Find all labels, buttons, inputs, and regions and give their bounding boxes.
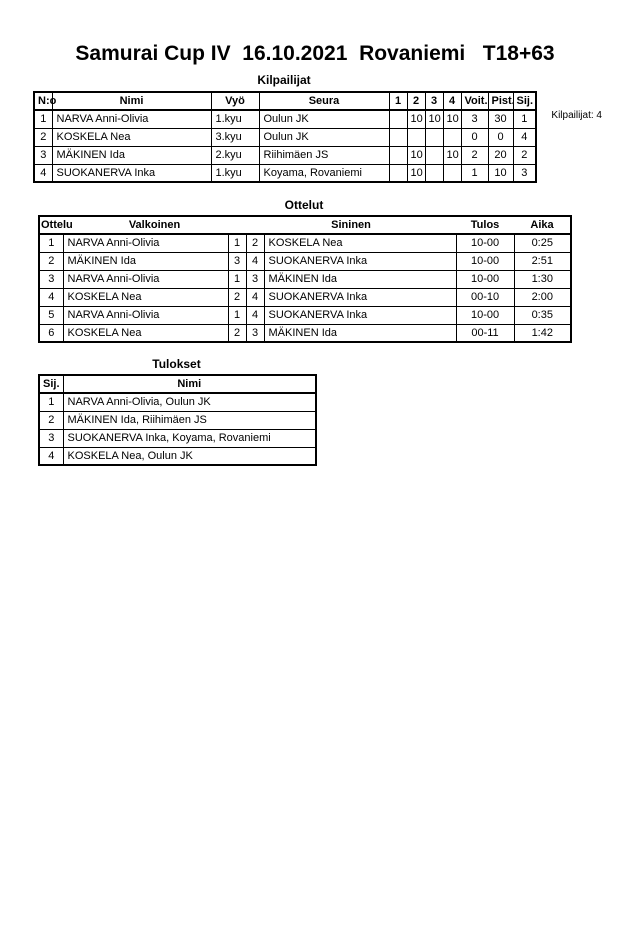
header-name: Nimi	[63, 375, 316, 393]
page-title: Samurai Cup IV 16.10.2021 Rovaniemi T18+63	[75, 42, 555, 65]
cell-name: MÄKINEN Ida, Riihimäen JS	[63, 411, 316, 429]
table-row	[39, 288, 571, 306]
cell-club: Oulun JK	[259, 128, 389, 146]
cell-score-2: 10	[407, 146, 425, 164]
cell-white-name: KOSKELA Nea	[63, 288, 228, 306]
cell-wins: 1	[461, 164, 488, 182]
cell-score-3: 10	[425, 110, 443, 128]
cell-belt: 1.kyu	[211, 110, 259, 128]
header-round-3: 3	[425, 92, 443, 110]
table-row	[39, 270, 571, 288]
cell-name: MÄKINEN Ida	[52, 146, 211, 164]
cell-wins: 3	[461, 110, 488, 128]
cell-time: 1:30	[514, 270, 571, 288]
cell-blue-no: 3	[246, 324, 264, 342]
cell-score-1	[389, 164, 407, 182]
cell-white-no: 1	[228, 234, 246, 252]
cell-white-name: KOSKELA Nea	[63, 324, 228, 342]
matches-table	[38, 215, 572, 343]
cell-match-no: 1	[39, 234, 63, 252]
cell-points: 20	[488, 146, 513, 164]
cell-no: 3	[34, 146, 52, 164]
table-row	[39, 306, 571, 324]
competitors-table	[33, 91, 537, 183]
table-row	[39, 324, 571, 342]
cell-blue-name: KOSKELA Nea	[264, 234, 456, 252]
cell-place: 3	[39, 429, 63, 447]
cell-no: 1	[34, 110, 52, 128]
header-blue: Sininen	[246, 216, 456, 234]
cell-blue-no: 3	[246, 270, 264, 288]
cell-score-1	[389, 146, 407, 164]
cell-score-3	[425, 146, 443, 164]
cell-points: 10	[488, 164, 513, 182]
cell-white-name: NARVA Anni-Olivia	[63, 234, 228, 252]
cell-score-4	[443, 164, 461, 182]
cell-points: 30	[488, 110, 513, 128]
table-row	[39, 411, 316, 429]
cell-blue-name: MÄKINEN Ida	[264, 324, 456, 342]
table-row	[34, 164, 536, 182]
results-section-title: Tulokset	[152, 357, 201, 371]
cell-time: 0:25	[514, 234, 571, 252]
cell-place: 2	[39, 411, 63, 429]
cell-place: 1	[39, 393, 63, 411]
competitors-count-label: Kilpailijat: 4	[551, 110, 602, 121]
cell-name: SUOKANERVA Inka	[52, 164, 211, 182]
cell-white-no: 1	[228, 270, 246, 288]
competitors-section-title: Kilpailijat	[257, 73, 311, 87]
header-club: Seura	[259, 92, 389, 110]
cell-score-1	[389, 110, 407, 128]
cell-result: 10-00	[456, 306, 514, 324]
cell-score-3	[425, 164, 443, 182]
cell-match-no: 6	[39, 324, 63, 342]
cell-result: 10-00	[456, 270, 514, 288]
cell-white-no: 2	[228, 288, 246, 306]
cell-result: 10-00	[456, 252, 514, 270]
matches-header-row	[39, 216, 571, 234]
cell-time: 2:00	[514, 288, 571, 306]
cell-place: 1	[513, 110, 536, 128]
cell-white-name: NARVA Anni-Olivia	[63, 306, 228, 324]
cell-blue-name: SUOKANERVA Inka	[264, 252, 456, 270]
cell-white-no: 3	[228, 252, 246, 270]
table-row	[39, 252, 571, 270]
cell-score-4: 10	[443, 110, 461, 128]
cell-belt: 3.kyu	[211, 128, 259, 146]
table-row	[34, 128, 536, 146]
cell-place: 2	[513, 146, 536, 164]
table-row	[39, 234, 571, 252]
cell-belt: 1.kyu	[211, 164, 259, 182]
table-row	[39, 447, 316, 465]
table-row	[34, 146, 536, 164]
cell-blue-name: SUOKANERVA Inka	[264, 306, 456, 324]
header-time: Aika	[514, 216, 571, 234]
header-match: Ottelu	[39, 216, 63, 234]
cell-name: SUOKANERVA Inka, Koyama, Rovaniemi	[63, 429, 316, 447]
header-points: Pist.	[488, 92, 513, 110]
cell-blue-name: MÄKINEN Ida	[264, 270, 456, 288]
cell-belt: 2.kyu	[211, 146, 259, 164]
cell-time: 0:35	[514, 306, 571, 324]
cell-club: Riihimäen JS	[259, 146, 389, 164]
cell-white-name: MÄKINEN Ida	[63, 252, 228, 270]
header-name: Nimi	[52, 92, 211, 110]
cell-name: KOSKELA Nea	[52, 128, 211, 146]
cell-club: Koyama, Rovaniemi	[259, 164, 389, 182]
results-table	[38, 374, 317, 466]
table-row	[34, 110, 536, 128]
cell-score-3	[425, 128, 443, 146]
cell-match-no: 5	[39, 306, 63, 324]
header-white: Valkoinen	[63, 216, 246, 234]
cell-white-no: 2	[228, 324, 246, 342]
header-round-4: 4	[443, 92, 461, 110]
cell-place: 4	[39, 447, 63, 465]
cell-score-2: 10	[407, 110, 425, 128]
header-place: Sij.	[39, 375, 63, 393]
header-place: Sij.	[513, 92, 536, 110]
cell-score-4	[443, 128, 461, 146]
cell-name: KOSKELA Nea, Oulun JK	[63, 447, 316, 465]
cell-result: 10-00	[456, 234, 514, 252]
cell-no: 2	[34, 128, 52, 146]
header-no: N:o	[34, 92, 52, 110]
cell-result: 00-11	[456, 324, 514, 342]
header-round-1: 1	[389, 92, 407, 110]
cell-white-name: NARVA Anni-Olivia	[63, 270, 228, 288]
cell-place: 4	[513, 128, 536, 146]
cell-match-no: 4	[39, 288, 63, 306]
table-row	[39, 393, 316, 411]
cell-white-no: 1	[228, 306, 246, 324]
cell-wins: 0	[461, 128, 488, 146]
cell-no: 4	[34, 164, 52, 182]
matches-section-title: Ottelut	[284, 198, 324, 212]
cell-score-2	[407, 128, 425, 146]
cell-blue-no: 4	[246, 306, 264, 324]
cell-name: NARVA Anni-Olivia, Oulun JK	[63, 393, 316, 411]
cell-place: 3	[513, 164, 536, 182]
cell-blue-no: 4	[246, 252, 264, 270]
cell-blue-no: 4	[246, 288, 264, 306]
cell-match-no: 2	[39, 252, 63, 270]
cell-points: 0	[488, 128, 513, 146]
cell-time: 1:42	[514, 324, 571, 342]
header-result: Tulos	[456, 216, 514, 234]
cell-score-2: 10	[407, 164, 425, 182]
cell-name: NARVA Anni-Olivia	[52, 110, 211, 128]
cell-score-4: 10	[443, 146, 461, 164]
cell-result: 00-10	[456, 288, 514, 306]
cell-blue-name: SUOKANERVA Inka	[264, 288, 456, 306]
cell-wins: 2	[461, 146, 488, 164]
cell-time: 2:51	[514, 252, 571, 270]
cell-blue-no: 2	[246, 234, 264, 252]
cell-score-1	[389, 128, 407, 146]
cell-club: Oulun JK	[259, 110, 389, 128]
header-round-2: 2	[407, 92, 425, 110]
table-row	[39, 429, 316, 447]
header-wins: Voit.	[461, 92, 488, 110]
cell-match-no: 3	[39, 270, 63, 288]
header-belt: Vyö	[211, 92, 259, 110]
results-header-row	[39, 375, 316, 393]
competitors-header-row	[34, 92, 536, 110]
